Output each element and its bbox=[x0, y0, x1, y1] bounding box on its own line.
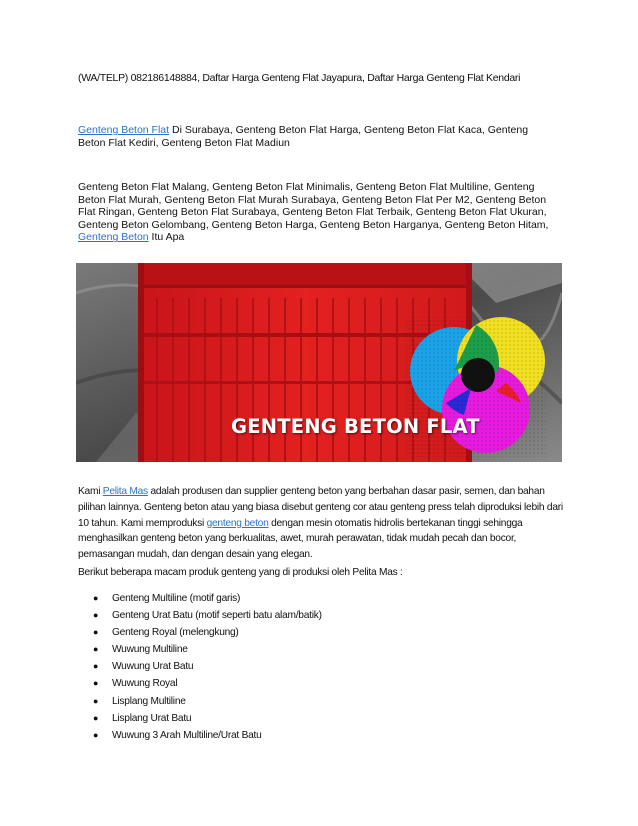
product-list bbox=[78, 590, 322, 744]
list-item bbox=[78, 590, 322, 607]
list-item-label: Lisplang Urat Batu bbox=[112, 712, 192, 724]
paragraph-keywords-1 bbox=[78, 124, 556, 149]
paragraph-keywords-2 bbox=[78, 181, 556, 244]
paragraph-about bbox=[78, 484, 564, 563]
list-item-label: Wuwung Multiline bbox=[112, 644, 188, 656]
list-item bbox=[78, 710, 322, 727]
paragraph-keywords-2-tail: Itu Apa bbox=[148, 231, 185, 244]
bullet-icon: ● bbox=[93, 678, 99, 689]
paragraph-about-text-c: dengan mesin otomatis hidrolis bertekanan tinggi sehingga menghasilkan genteng beton yang berkualitas, awet, murah perawatan, tidak mudah pecah dan bocor, pemasangan mudah, dan dengan desain yang elegan. bbox=[78, 517, 523, 561]
list-item-label: Genteng Royal (melengkung) bbox=[112, 627, 239, 639]
bullet-icon: ● bbox=[93, 695, 99, 706]
list-item-label: Wuwung 3 Arah Multiline/Urat Batu bbox=[112, 729, 262, 741]
bullet-icon: ● bbox=[93, 644, 99, 655]
bullet-icon: ● bbox=[93, 712, 99, 723]
list-item-label: Wuwung Urat Batu bbox=[112, 661, 194, 673]
link-genteng-beton-2[interactable]: genteng beton bbox=[206, 517, 269, 529]
paragraph-about-text-a: Kami bbox=[78, 486, 103, 497]
product-banner-image bbox=[76, 263, 562, 462]
bullet-icon: ● bbox=[93, 593, 99, 603]
paragraph-keywords-1-text: Di Surabaya, Genteng Beton Flat Harga, Genteng Beton Flat Kaca, Genteng Beton Flat Kediri, Genteng Beton Flat Madiun bbox=[78, 124, 529, 149]
paragraph-about-text-b: adalah produsen dan supplier genteng beton yang berbahan dasar pasir, semen, dan bahan pilihan lainnya. Genteng beton atau yang biasa disebut genteng cor atau genteng press telah diproduksi lebih dari 10 tahun. Kami memproduksi bbox=[78, 486, 563, 529]
link-genteng-beton[interactable]: Genteng Beton bbox=[78, 231, 149, 244]
link-pelita-mas[interactable]: Pelita Mas bbox=[102, 486, 148, 497]
list-item bbox=[78, 727, 322, 744]
list-item bbox=[78, 624, 322, 641]
bullet-icon: ● bbox=[93, 661, 99, 672]
banner-caption: GENTENG BETON FLAT bbox=[231, 415, 480, 438]
contact-heading: (WA/TELP) 082186148884, Daftar Harga Genteng Flat Jayapura, Daftar Harga Genteng Flat Kendari bbox=[78, 72, 521, 84]
bullet-icon: ● bbox=[93, 610, 99, 621]
list-item-label: Lisplang Multiline bbox=[112, 695, 186, 707]
paragraph-keywords-2-text: Genteng Beton Flat Malang, Genteng Beton Flat Minimalis, Genteng Beton Flat Multiline, Genteng Beton Flat Murah, Genteng Beton Flat Murah Surabaya, Genteng Beton Flat Per M2, Genteng Beton Flat Ringan, Genteng Beton Flat Surabaya, Genteng Beton Flat Terbaik, Genteng Beton Flat Ukuran, Genteng Beton Gelombang, Genteng Beton Harga, Genteng Beton Harganya, Genteng Beton Hitam, bbox=[78, 181, 549, 231]
list-item bbox=[78, 658, 322, 675]
paragraph-products-intro: Berikut beberapa macam produk genteng yang di produksi oleh Pelita Mas : bbox=[78, 567, 403, 578]
list-item bbox=[78, 641, 322, 658]
list-item-label: Genteng Multiline (motif garis) bbox=[112, 593, 241, 604]
list-item-label: Genteng Urat Batu (motif seperti batu alam/batik) bbox=[112, 610, 322, 622]
bullet-icon: ● bbox=[93, 627, 99, 638]
list-item-label: Wuwung Royal bbox=[112, 678, 178, 690]
list-item bbox=[78, 675, 322, 692]
list-item bbox=[78, 607, 322, 624]
bullet-icon: ● bbox=[93, 729, 99, 740]
list-item bbox=[78, 693, 322, 710]
link-genteng-beton-flat[interactable]: Genteng Beton Flat bbox=[78, 124, 170, 136]
